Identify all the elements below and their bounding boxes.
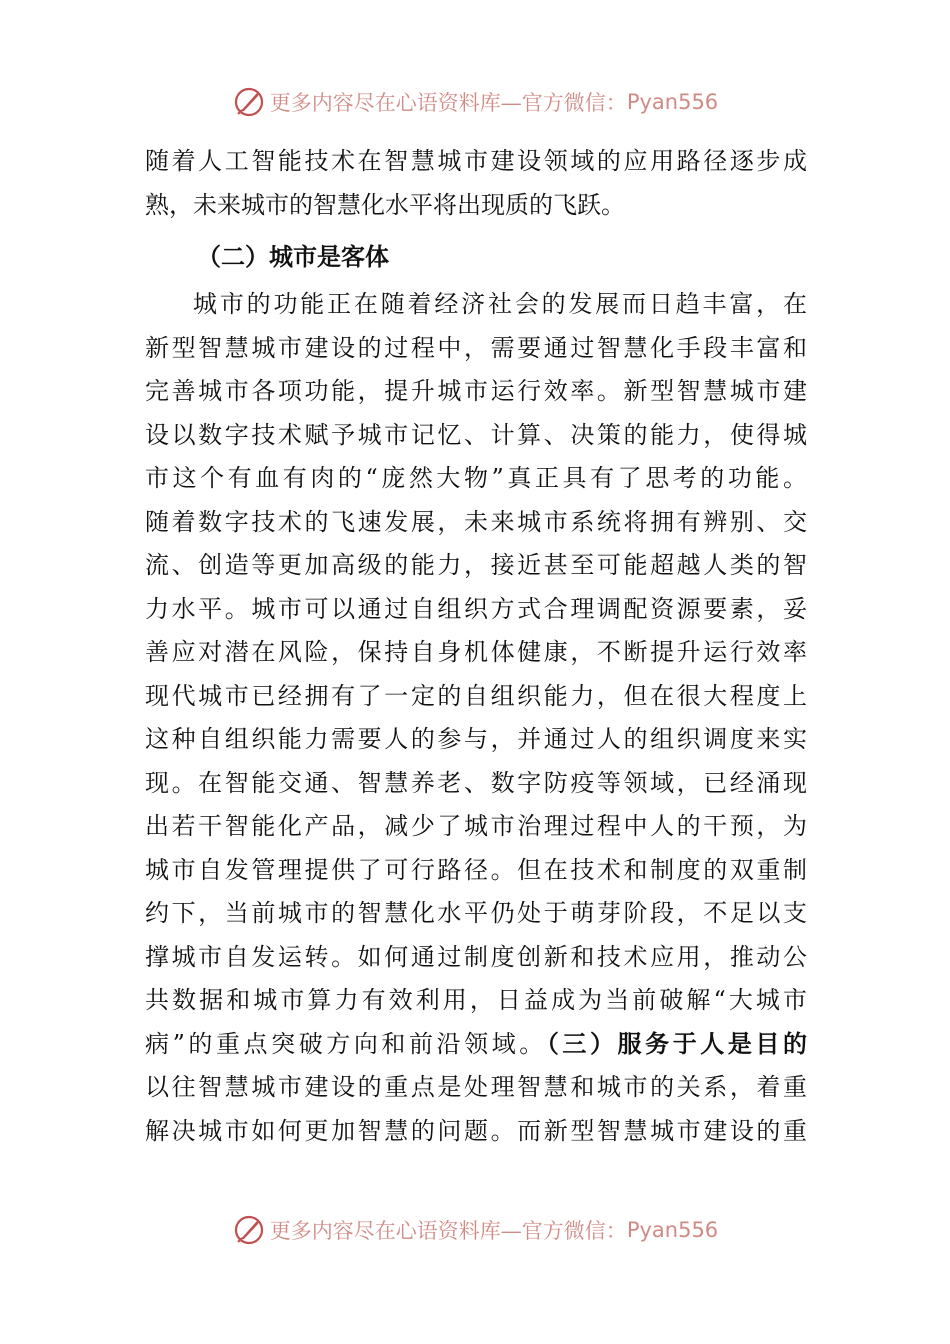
quill-logo-icon	[232, 85, 266, 119]
text-line: 以往智慧城市建设的重点是处理智慧和城市的关系，着重	[145, 1073, 807, 1101]
text-line: 流、创造等更加高级的能力，接近甚至可能超越人类的智	[145, 551, 807, 579]
text-line: 现代城市已经拥有了一定的自组织能力，但在很大程度上	[145, 681, 807, 710]
footer-watermark	[0, 1210, 950, 1250]
text-line: 这种自组织能力需要人的参与，并通过人的组织调度来实	[145, 725, 807, 753]
text-line: 市这个有血有肉的“庞然大物”真正具有了思考的功能。	[145, 464, 807, 492]
text-line: 善应对潜在风险，保持自身机体健康，不断提升运行效率	[145, 638, 807, 666]
text-line: 解决城市如何更加智慧的问题。而新型智慧城市建设的重	[145, 1116, 807, 1145]
text-line: 约下，当前城市的智慧化水平仍处于萌芽阶段，不足以支	[145, 899, 807, 927]
text-line: 熟，未来城市的智慧化水平将出现质的飞跃。	[145, 190, 625, 219]
text-line: 随着人工智能技术在智慧城市建设领域的应用路径逐步成	[145, 147, 807, 175]
text-line: 现。在智能交通、智慧养老、数字防疫等领域，已经涌现	[145, 768, 807, 797]
watermark-wechat-id: Pyan556	[626, 90, 719, 114]
text-line: 城市自发管理提供了可行路径。但在技术和制度的双重制	[145, 855, 807, 884]
document-body	[145, 140, 807, 1153]
watermark-text: 更多内容尽在心语资料库—官方微信：	[269, 91, 627, 115]
text-line: 新型智慧城市建设的过程中，需要通过智慧化手段丰富和	[145, 333, 807, 362]
text-line: 撑城市自发运转。如何通过制度创新和技术应用，推动公	[145, 942, 807, 971]
text-line: 出若干智能化产品，减少了城市治理过程中人的干预，为	[145, 812, 807, 840]
header-watermark	[0, 82, 950, 122]
text-line: 设以数字技术赋予城市记忆、计算、决策的能力，使得城	[145, 420, 807, 449]
text-line: 随着数字技术的飞速发展，未来城市系统将拥有辨别、交	[145, 507, 807, 536]
quill-logo-icon	[232, 1213, 266, 1247]
section-heading: （二）城市是客体	[197, 243, 389, 271]
text-line: 力水平。城市可以通过自组织方式合理调配资源要素，妥	[145, 594, 807, 623]
text-fragment: 病”的重点突破方向和前沿领域。	[145, 1029, 547, 1058]
watermark-wechat-id: Pyan556	[626, 1218, 719, 1242]
text-line: 完善城市各项功能，提升城市运行效率。新型智慧城市建	[145, 377, 807, 405]
text-line: 共数据和城市算力有效利用，日益成为当前破解“大城市	[145, 986, 807, 1014]
watermark-text: 更多内容尽在心语资料库—官方微信：	[269, 1219, 627, 1243]
text-line: 城市的功能正在随着经济社会的发展而日趋丰富，在	[193, 290, 807, 318]
inline-section-heading: （三）服务于人是目的	[546, 1029, 807, 1058]
text-line-with-heading	[145, 1023, 807, 1067]
